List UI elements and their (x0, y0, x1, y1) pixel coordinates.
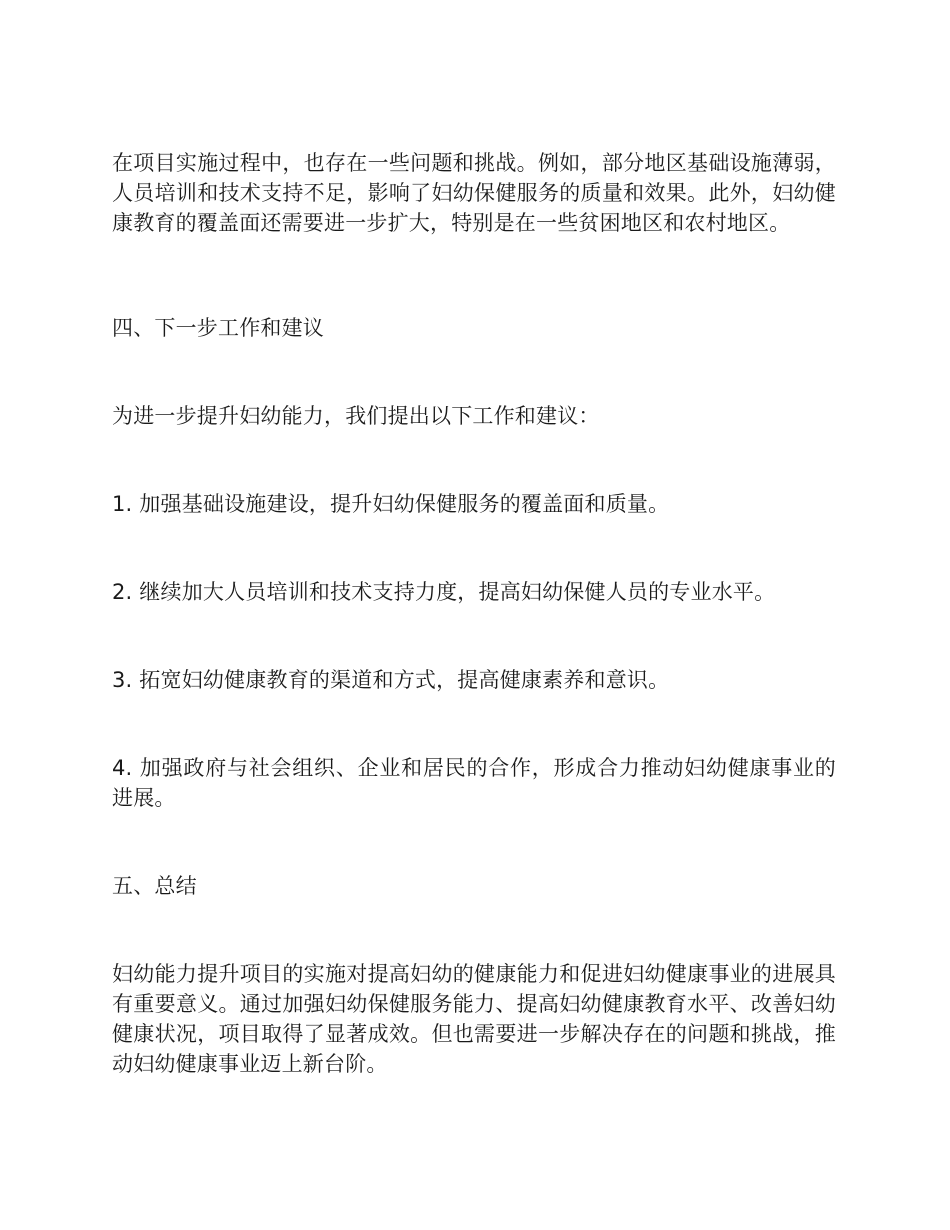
paragraph-suggestions-intro: 为进一步提升妇幼能力，我们提出以下工作和建议： (112, 404, 600, 428)
list-item: 2. 继续加大人员培训和技术支持力度，提高妇幼保健人员的专业水平。 (112, 580, 776, 604)
paragraph-challenges: 在项目实施过程中，也存在一些问题和挑战。例如，部分地区基础设施薄弱，人员培训和技术支持不足，影响了妇幼保健服务的质量和效果。此外，妇幼健康教育的覆盖面还需要进一步扩大，特别是在一些贫困地区和农村地区。 (112, 151, 836, 235)
list-item: 1. 加强基础设施建设，提升妇幼保健服务的覆盖面和质量。 (112, 492, 670, 516)
section-heading-summary: 五、总结 (112, 874, 197, 898)
list-item: 3. 拓宽妇幼健康教育的渠道和方式，提高健康素养和意识。 (112, 668, 670, 692)
section-heading-next-steps: 四、下一步工作和建议 (112, 316, 324, 340)
list-item: 4. 加强政府与社会组织、企业和居民的合作，形成合力推动妇幼健康事业的进展。 (112, 756, 836, 810)
document-body (112, 148, 836, 1079)
paragraph-summary: 妇幼能力提升项目的实施对提高妇幼的健康能力和促进妇幼健康事业的进展具有重要意义。通过加强妇幼保健服务能力、提高妇幼健康教育水平、改善妇幼健康状况，项目取得了显著成效。但也需要进一步解决存在的问题和挑战，推动妇幼健康事业迈上新台阶。 (112, 962, 836, 1076)
